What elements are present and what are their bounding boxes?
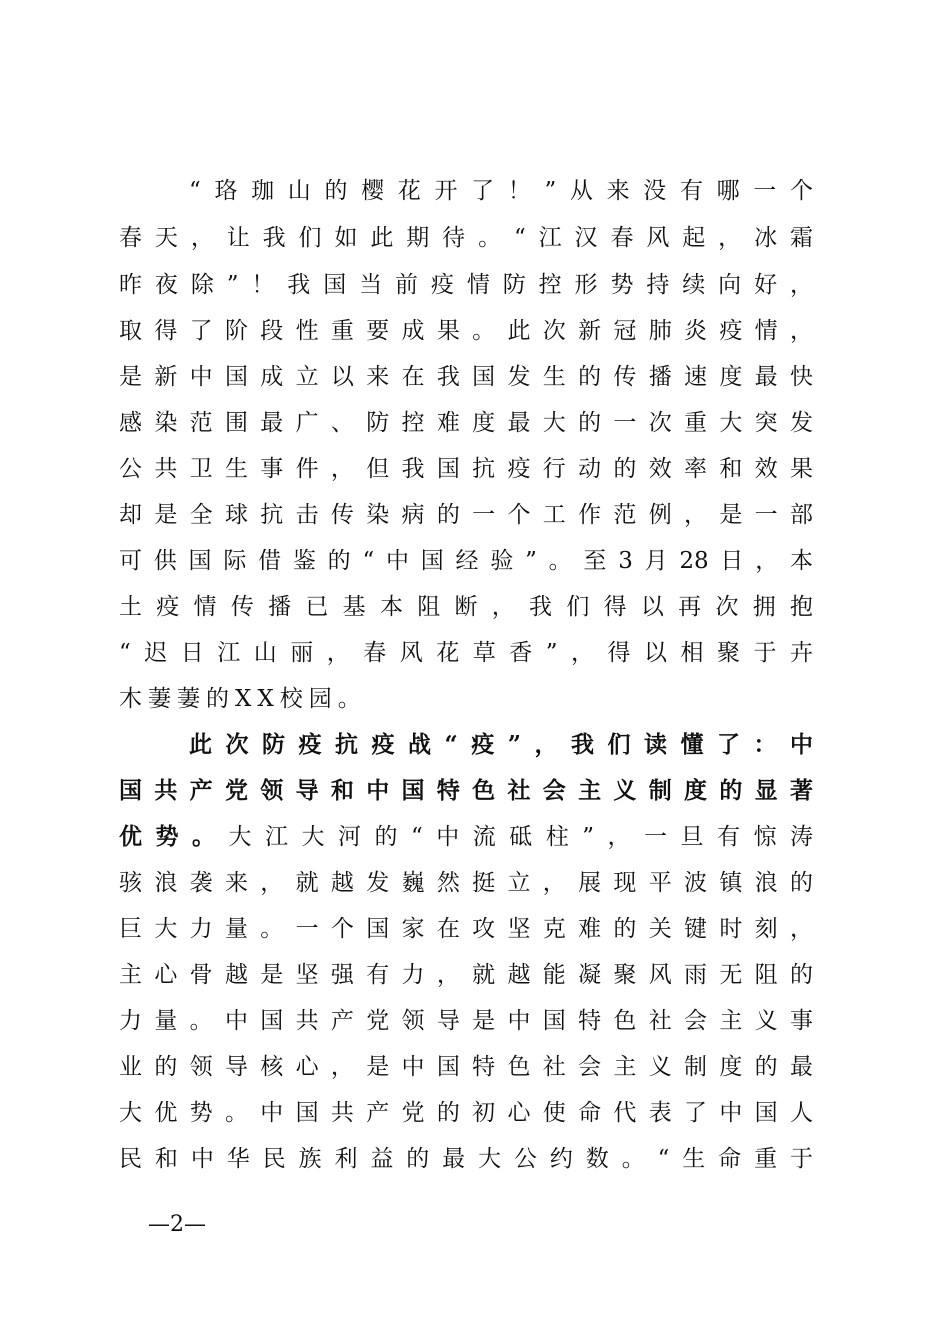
paragraph-1-line-8: 却是全球抗击传染病的一个工作范例，是一部 (119, 502, 813, 528)
paragraph-1-line-2: 春天，让我们如此期待。“江汉春风起，冰霜 (119, 225, 813, 251)
paragraph-2-line-7: 力量。中国共产党领导是中国特色社会主义事 (119, 1008, 813, 1034)
paragraph-1-line-3: 昨夜除”！我国当前疫情防控形势持续向好， (119, 272, 813, 298)
bold-phrase: 优势。 (119, 823, 229, 850)
paragraph-1-line-5: 是新中国成立以来在我国发生的传播速度最快 (119, 364, 813, 390)
paragraph-2-line-1: 此次防疫抗疫战“疫”，我们读懂了：中 (189, 731, 813, 758)
paragraph-1-line-10: 土疫情传播已基本阻断，我们得以再次拥抱 (119, 594, 813, 620)
paragraph-1-line-7: 公共卫生事件，但我国抗疫行动的效率和效果 (119, 456, 813, 482)
paragraph-2-line-10: 民和中华民族利益的最大公约数。“生命重于 (119, 1146, 813, 1172)
paragraph-1-line-12: 木萋萋的XX校园。 (119, 686, 367, 712)
line-continuation: 大江大河的“中流砥柱”，一旦有惊涛 (228, 824, 813, 850)
paragraph-2-line-5: 巨大力量。一个国家在攻坚克难的关键时刻， (119, 916, 813, 942)
paragraph-1-line-9: 可供国际借鉴的“中国经验”。至3月28日，本 (119, 548, 813, 574)
paragraph-2-line-6: 主心骨越是坚强有力，就越能凝聚风雨无阻的 (119, 962, 813, 988)
paragraph-2-line-2: 国共产党领导和中国特色社会主义制度的显著 (119, 777, 813, 804)
paragraph-1-line-1: “珞珈山的樱花开了！”从来没有哪一个 (189, 178, 813, 204)
paragraph-2-line-9: 大优势。中国共产党的初心使命代表了中国人 (119, 1100, 813, 1126)
paragraph-1-line-11: “迟日江山丽，春风花草香”，得以相聚于卉 (119, 640, 813, 666)
paragraph-2-line-8: 业的领导核心，是中国特色社会主义制度的最 (119, 1054, 813, 1080)
page-number: —2— (148, 1212, 206, 1237)
paragraph-1-line-4: 取得了阶段性重要成果。此次新冠肺炎疫情， (119, 318, 813, 344)
paragraph-2-line-4: 骇浪袭来，就越发巍然挺立，展现平波镇浪的 (119, 870, 813, 896)
paragraph-1-line-6: 感染范围最广、防控难度最大的一次重大突发 (119, 410, 813, 436)
paragraph-2-line-3 (119, 814, 813, 860)
